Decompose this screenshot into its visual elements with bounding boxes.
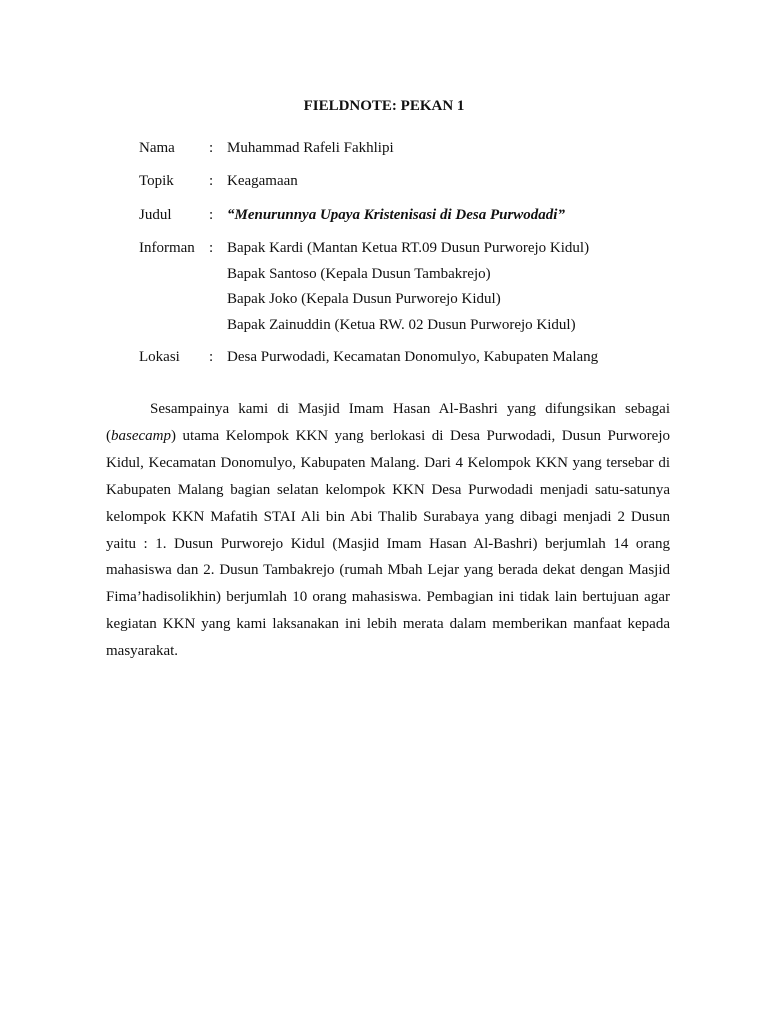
field-colon: :: [209, 349, 214, 365]
field-value-informan-3: Bapak Joko (Kepala Dusun Purworejo Kidul): [227, 291, 501, 307]
field-value-nama: Muhammad Rafeli Fakhlipi: [227, 140, 394, 156]
field-label-judul: Judul: [139, 207, 172, 223]
field-label-lokasi: Lokasi: [139, 349, 180, 365]
field-colon: :: [209, 240, 214, 256]
field-colon: :: [209, 207, 214, 223]
body-paragraph: [106, 396, 670, 665]
field-colon: :: [209, 173, 214, 189]
field-informan: [139, 238, 699, 258]
field-colon: :: [209, 140, 214, 156]
field-nama: [139, 138, 699, 158]
body-text-part-2: ) utama Kelompok KKN yang berlokasi di Desa Purwodadi, Dusun Purworejo Kidul, Kecamatan Donomulyo, Kabupaten Malang. Dari 4 Kelompok KKN yang tersebar di Kabupaten Malang bagian selatan kelompok KKN Desa Purwodadi menjadi satu-satunya kelompok KKN Mafatih STAI Ali bin Abi Thalib Surabaya yang dibagi menjadi 2 Dusun yaitu : 1. Dusun Purworejo Kidul (Masjid Imam Hasan Al-Bashri) berjumlah 14 orang mahasiswa dan 2. Dusun Tambakrejo (rumah Mbah Lejar yang berada dekat dengan Masjid Fima’hadisolikhin) berjumlah 10 orang mahasiswa. Pembagian ini tidak lain bertujuan agar kegiatan KKN yang kami laksanakan ini lebih merata dalam memberikan manfaat kepada masyarakat.: [106, 427, 670, 660]
field-value-informan-4: Bapak Zainuddin (Ketua RW. 02 Dusun Purworejo Kidul): [227, 317, 576, 333]
field-label-informan: Informan: [139, 240, 195, 256]
field-label-topik: Topik: [139, 173, 174, 189]
body-text-part-1: Sesampainya kami di Masjid Imam Hasan Al-Bashri yang difungsikan sebagai (: [106, 401, 670, 444]
field-value-informan-1: Bapak Kardi (Mantan Ketua RT.09 Dusun Purworejo Kidul): [227, 240, 590, 256]
document-title: FIELDNOTE: PEKAN 1: [303, 98, 465, 114]
body-text-italic: basecamp: [111, 427, 171, 444]
field-value-topik: Keagamaan: [227, 173, 298, 189]
field-value-informan-2: Bapak Santoso (Kepala Dusun Tambakrejo): [227, 266, 491, 282]
field-judul: [139, 205, 699, 225]
field-topik: [139, 171, 699, 191]
field-lokasi: [139, 347, 699, 367]
field-value-lokasi: Desa Purwodadi, Kecamatan Donomulyo, Kabupaten Malang: [227, 349, 599, 365]
field-label-nama: Nama: [139, 140, 175, 156]
field-value-judul: “Menurunnya Upaya Kristenisasi di Desa Purwodadi”: [227, 207, 565, 223]
